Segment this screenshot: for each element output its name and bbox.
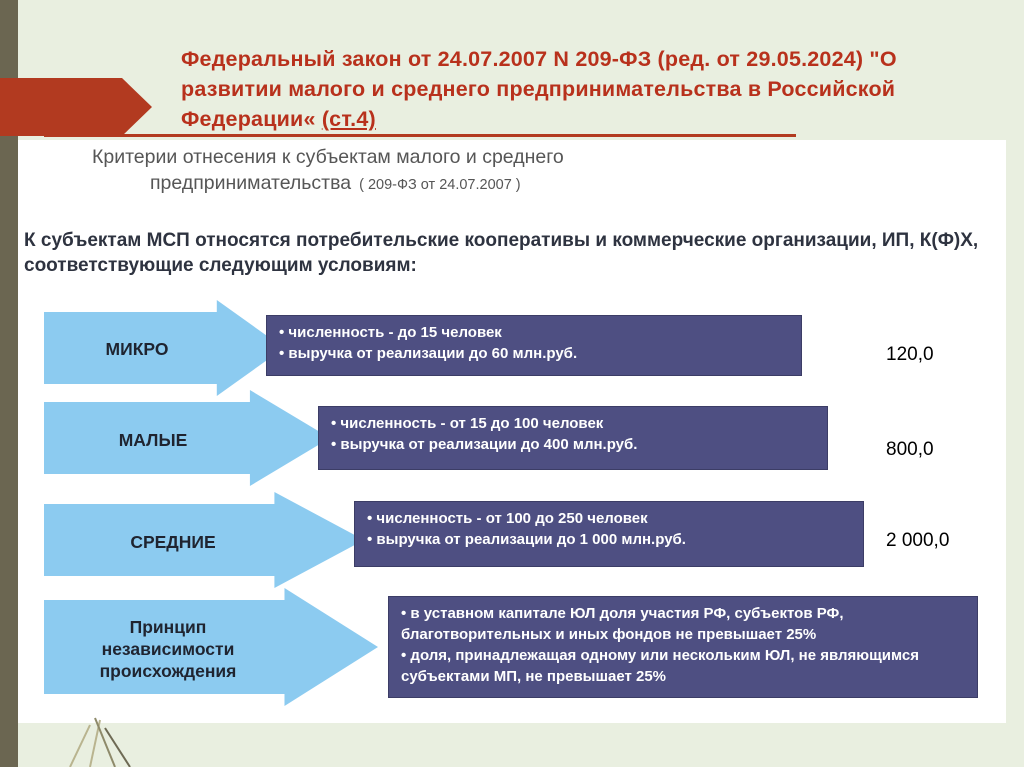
heading-main: Федеральный закон от 24.07.2007 N 209-ФЗ (ред. от 29.05.2024) "О развитии малого и среднего предпринимательства в Российской Федерации« [181, 47, 897, 131]
panel-title-main: предпринимательства [150, 172, 352, 194]
panel-title-line2 [150, 172, 521, 195]
independence-label: Принцип независимости происхождения [99, 617, 237, 681]
independence-line-1: • в уставном капитале ЮЛ доля участия РФ, субъектов РФ, благотворительных и иных фондов не превышает 25% [401, 603, 965, 645]
heading-article: (ст.4) [321, 107, 376, 131]
panel-title-ref: ( 209-ФЗ от 24.07.2007 ) [359, 177, 521, 193]
slide-heading [181, 44, 971, 134]
medium-value: 2 000,0 [886, 530, 950, 551]
micro-criteria-box [266, 315, 802, 376]
small-line-1: • численность - от 15 до 100 человек [331, 413, 815, 434]
small-value: 800,0 [886, 439, 934, 460]
micro-line-1: • численность - до 15 человек [279, 322, 789, 343]
medium-line-1: • численность - от 100 до 250 человек [367, 508, 851, 529]
red-arrow-banner [0, 78, 152, 136]
medium-label: СРЕДНИЕ [130, 532, 216, 552]
micro-line-2: • выручка от реализации до 60 млн.руб. [279, 343, 789, 364]
criteria-panel [18, 140, 1006, 723]
small-line-2: • выручка от реализации до 400 млн.руб. [331, 434, 815, 455]
intro-text: К субъектам МСП относятся потребительские кооперативы и коммерческие организации, ИП, К(Ф)Х, соответствующие следующим условиям: [24, 230, 979, 276]
small-criteria-box [318, 406, 828, 470]
medium-criteria-box [354, 501, 864, 567]
medium-line-2: • выручка от реализации до 1 000 млн.руб. [367, 529, 851, 550]
micro-value: 120,0 [886, 344, 934, 365]
independence-line-2: • доля, принадлежащая одному или нескольким ЮЛ, не являющимся субъектами МП, не превышает 25% [401, 645, 965, 687]
heading-underline [44, 134, 796, 137]
micro-label: МИКРО [105, 339, 169, 359]
corner-decoration [60, 700, 140, 767]
panel-title-line1: Критерии отнесения к субъектам малого и среднего [92, 146, 564, 168]
small-label: МАЛЫЕ [118, 430, 188, 450]
independence-criteria-box [388, 596, 978, 698]
